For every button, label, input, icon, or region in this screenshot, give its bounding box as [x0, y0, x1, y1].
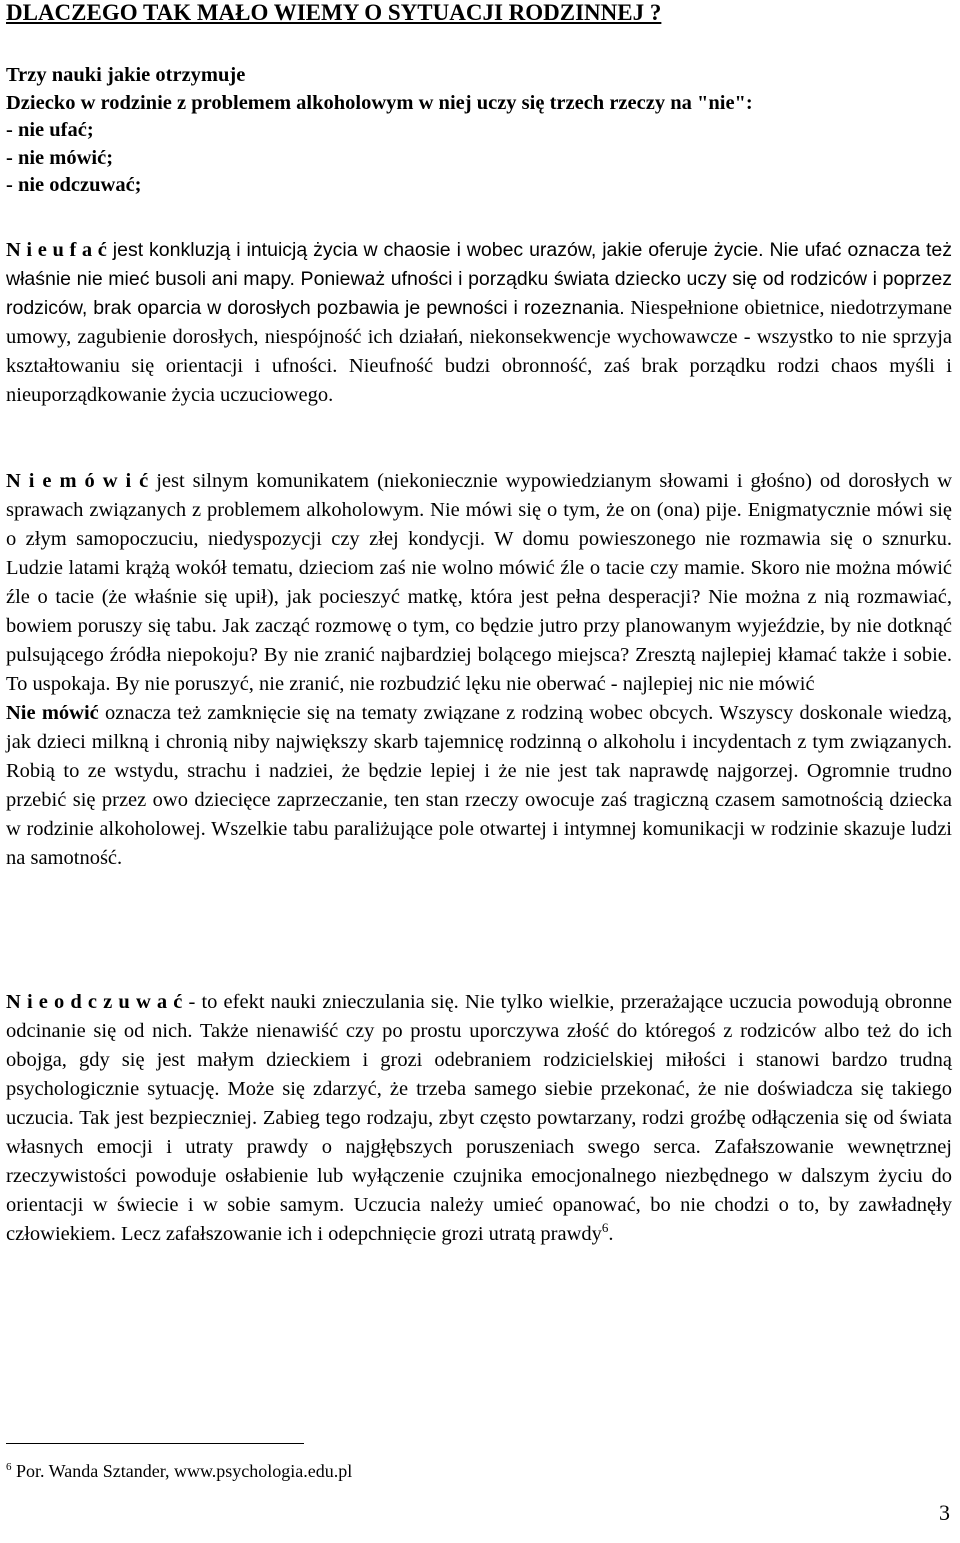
- page-title: DLACZEGO TAK MAŁO WIEMY O SYTUACJI RODZINNEJ ?: [6, 0, 662, 25]
- paragraph-text: jest konkluzją i intuicją życia w chaosie i wobec urazów, jakie oferuje życie. Nie ufać oznacza też właśnie nie mieć busoli ani mapy. Ponieważ ufności i porządku świata dziecko uczy się od rodziców i poprzez rodziców, brak oparcia w dorosłych pozbawia je pewności i rozeznania.: [6, 239, 952, 319]
- heading-line: Trzy nauki jakie otrzymuje: [6, 64, 246, 86]
- paragraph-lead: N i e o d c z u w a ć: [6, 991, 183, 1013]
- paragraph-nie-odczuwac: [6, 988, 952, 1249]
- footnote-text: Por. Wanda Sztander, www.psychologia.edu.pl: [11, 1461, 353, 1481]
- paragraph-nie-ufac: [6, 236, 952, 410]
- heading-line: - nie odczuwać;: [6, 174, 142, 196]
- paragraph-text: jest silnym komunikatem (niekoniecznie wypowiedzianym słowami i głośno) od dorosłych w sprawach związanych z problemem alkoholowym. Nie mówi się o tym, że on (ona) pije. Enigmatycznie mówi się o złym samopoczuciu, niedyspozycji czy złej kondycji. W domu powieszonego nie rozmawia się o sznurku. Ludzie latami krążą wokół tematu, dzieciom zaś nie wolno mówić źle o tacie czy mamie. Skoro nie można mówić źle o tacie (że właśnie się upił), jak pocieszyć matkę, która jest pełna desperacji? Nie można z nią rozmawiać, bowiem poruszy się tabu. Jak zacząć rozmowę o tym, co będzie jutro przy planowanym wyjeździe, by nie dotknąć pulsującego źródła niepokoju? By nie zranić najbardziej bolącego miejsca? Zresztą najlepiej kłamać także i sobie. To uspokaja. By nie poruszyć, nie zranić, nie rozbudzić lęku nie oberwać - najlepiej nic nie mówić: [6, 470, 952, 695]
- heading-line: - nie ufać;: [6, 119, 94, 141]
- footnote-divider: [6, 1443, 304, 1444]
- heading-line: - nie mówić;: [6, 146, 114, 169]
- paragraph-nie-mowic: [6, 467, 952, 873]
- paragraph-lead: N i e m ó w i ć: [6, 470, 149, 492]
- footnote-number: 6: [6, 1461, 12, 1473]
- paragraph-lead: Nie mówić: [6, 702, 99, 724]
- section-heading: [6, 62, 753, 200]
- footnote: [6, 1460, 352, 1482]
- paragraph-text: .: [608, 1223, 614, 1245]
- paragraph-lead: N i e u f a ć: [6, 239, 107, 261]
- paragraph-text: oznacza też zamknięcie się na tematy związane z rodziną wobec obcych. Wszyscy doskonale wiedzą, jak dzieci milkną i chronią niby największy skarb tajemnicę rodzinną o alkoholu i incydentach z tym związanych. Robią to ze wstydu, strachu i nadziei, że będzie lepiej i że nie jest tak naprawdę najgorzej. Ogromnie trudno przebić się przez owo dziecięce zaprzeczanie, ten stan rzeczy owocuje zaś tragiczną czasem samotnością dziecka w rodzinie alkoholowej. Wszelkie tabu paraliżujące pole otwartej i intymnej komunikacji w rodzinie skazuje ludzi na samotność.: [6, 702, 952, 869]
- page-number: 3: [939, 1500, 950, 1525]
- paragraph-text: - to efekt nauki znieczulania się. Nie tylko wielkie, przerażające uczucia powodują obronne odcinanie się od nich. Także nienawiść czy po prostu uporczywa złość do któregoś z rodziców albo też do ich obojga, gdy się jest małym dzieckiem i grozi odebraniem rodzicielskiej miłości i stanowi bardzo trudną psychologicznie sytuację. Może się zdarzyć, że trzeba samego siebie przekonać, że nie doświadcza się takiego uczucia. Tak jest bezpieczniej. Zabieg tego rodzaju, zbyt często powtarzany, rodzi groźbę odłączenia się od świata własnych emocji i utraty prawdy o najgłębszych poruszeniach swego serca. Zafałszowanie wewnętrznej rzeczywistości powoduje osłabienie lub wyłączenie czujnika emocjonalnego niezbędnego w dalszym życiu do orientacji w świecie i w sobie samym. Uczucia należy umieć opanować, bo nie chodzi o to, by zawładnęły człowiekiem. Lecz zafałszowanie ich i odepchnięcie grozi utratą prawdy: [6, 991, 952, 1245]
- paragraph-text: Niespełnione obietnice, niedotrzymane umowy, zagubienie dorosłych, niespójność ich działań, niekonsekwencje wychowawcze - wszystko to nie sprzyja kształtowaniu się orientacji i ufności. Nieufność budzi obronność, zaś brak porządku rodzi chaos myśli i nieuporządkowanie życia uczuciowego.: [6, 297, 953, 406]
- heading-line: Dziecko w rodzinie z problemem alkoholowym w niej uczy się trzech rzeczy na "nie":: [6, 91, 753, 114]
- footnote-reference[interactable]: 6: [601, 1220, 609, 1236]
